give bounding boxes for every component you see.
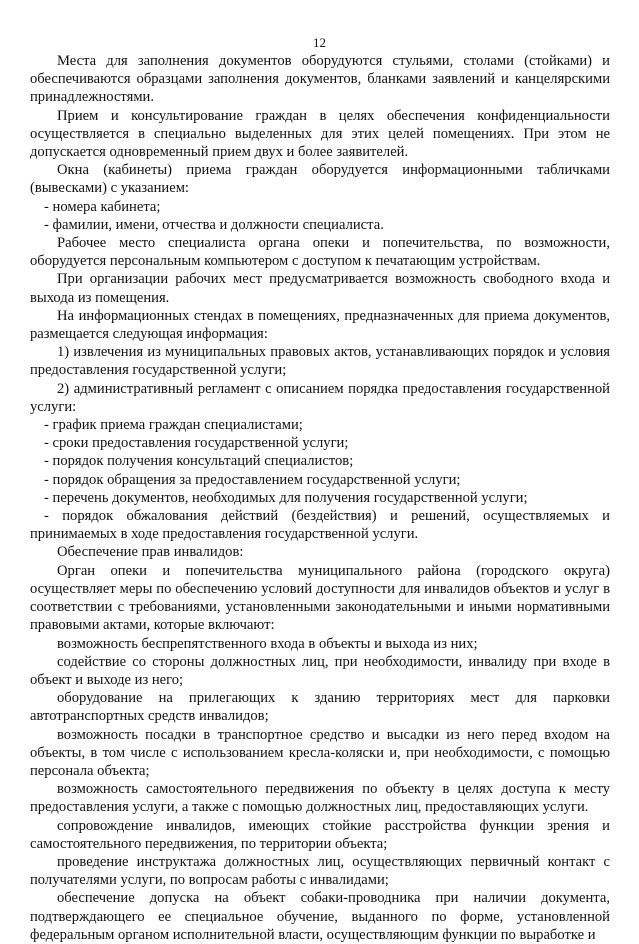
list-item: - порядок обращения за предоставлением государственной услуги; (44, 471, 461, 488)
paragraph: содействие со стороны должностных лиц, при необходимости, инвалиду при входе в объект и выходе из него; (30, 653, 610, 688)
paragraph: возможность посадки в транспортное средство и высадки из него перед входом на объекты, в том числе с использованием кресла-коляски и, при необходимости, с помощью персонала объекта; (30, 726, 610, 779)
list-item: - фамилии, имени, отчества и должности специалиста. (44, 216, 384, 233)
paragraph: проведение инструктажа должностных лиц, осуществляющих первичный контакт с получателями услуги, по вопросам работы с инвалидами; (30, 853, 610, 889)
paragraph: Орган опеки и попечительства муниципального района (городского округа) осуществляет меры по обеспечению условий доступности для инвалидов объектов и услуг в соответствии с требованиями, установленными законодательными и иными нормативными правовыми актами, которые включают: (30, 562, 610, 634)
list-item: - порядок получения консультаций специалистов; (44, 453, 354, 470)
paragraph: возможность самостоятельного передвижения по объекту в целях доступа к месту предоставления услуги, а также с помощью должностных лиц, предоставляющих услуги. (30, 781, 610, 816)
paragraph: сопровождение инвалидов, имеющих стойкие расстройства функции зрения и самостоятельного передвижения, по территории объекта; (30, 817, 610, 852)
paragraph: На информационных стендах в помещениях, предназначенных для приема документов, размещается следующая информация: (30, 307, 610, 343)
paragraph: возможность беспрепятственного входа в объекты и выхода из них; (57, 635, 478, 652)
list-item: 1) извлечения из муниципальных правовых актов, устанавливающих порядок и условия предоставления государственной услуги; (30, 344, 610, 379)
section-heading: Обеспечение прав инвалидов: (57, 544, 244, 561)
list-item: - перечень документов, необходимых для получения государственной услуги; (44, 489, 528, 506)
page-number: 12 (313, 35, 326, 50)
list-item: - номера кабинета; (44, 198, 161, 215)
list-item: - порядок обжалования действий (бездействия) и решений, осуществляемых и принимаемых в ходе предоставления государственной услуги. (30, 508, 610, 543)
paragraph: Прием и консультирование граждан в целях обеспечения конфиденциальности осуществляется в специально выделенных для этих целей помещениях. При этом не допускается одновременный прием двух и более заявителей. (30, 107, 610, 161)
paragraph: Места для заполнения документов оборудуются стульями, столами (стойками) и обеспечиваются образцами заполнения документов, бланками заявлений и канцелярскими принадлежностями. (30, 53, 610, 106)
document-body (30, 52, 610, 944)
paragraph: Окна (кабинеты) приема граждан оборудуется информационными табличками (вывесками) с указанием: (30, 162, 610, 197)
list-item: - график приема граждан специалистами; (44, 417, 303, 434)
paragraph: При организации рабочих мест предусматривается возможность свободного входа и выхода из помещения. (30, 271, 610, 306)
list-item: 2) административный регламент с описанием порядка предоставления государственной услуги: (30, 380, 610, 415)
paragraph: обеспечение допуска на объект собаки-проводника при наличии документа, подтверждающего ее специальное обучение, выданного по форме, установленной федеральным органом исполнительной власти, осуществляющим функции по выработке и (30, 890, 610, 943)
list-item: - сроки предоставления государственной услуги; (44, 435, 349, 452)
paragraph: Рабочее место специалиста органа опеки и попечительства, по возможности, оборудуется персональным компьютером с доступом к печатающим устройствам. (30, 235, 610, 270)
paragraph: оборудование на прилегающих к зданию территориях мест для парковки автотранспортных средств инвалидов; (30, 690, 610, 725)
